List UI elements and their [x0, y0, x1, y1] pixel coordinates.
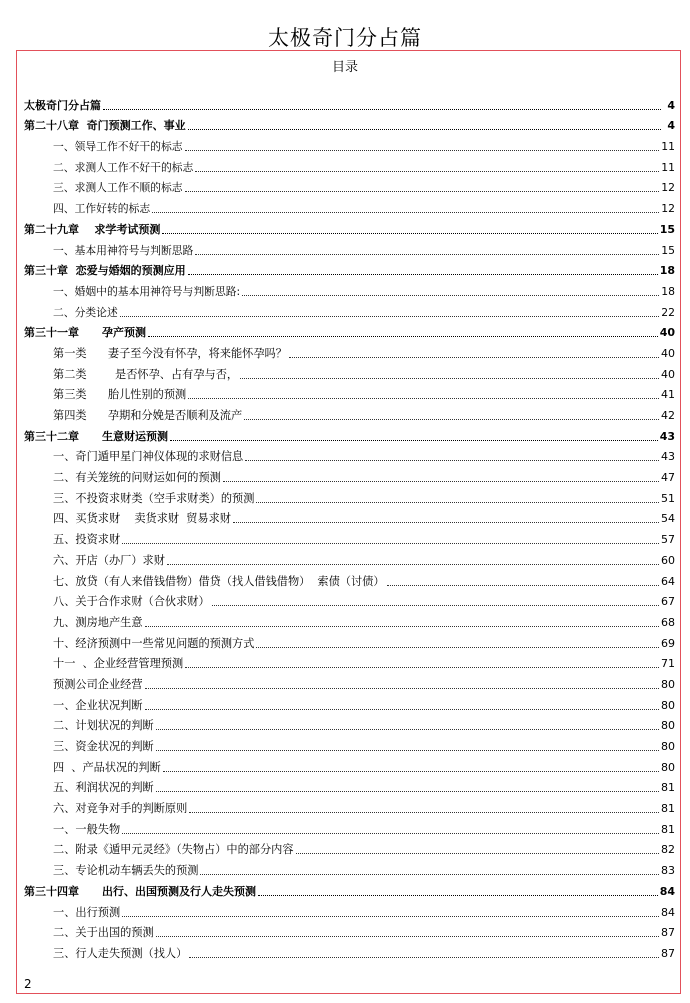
toc-entry-label: 第三十二章 生意财运预测: [24, 429, 168, 443]
toc-leader-dots: [258, 895, 658, 896]
toc-entry-page: 60: [661, 553, 675, 567]
toc-entry[interactable]: [24, 816, 675, 837]
toc-entry-page: 18: [659, 264, 675, 278]
toc-leader-dots: [195, 254, 659, 255]
toc-leader-dots: [200, 874, 659, 875]
toc-entry[interactable]: [24, 630, 675, 651]
toc-leader-dots: [188, 274, 658, 275]
toc-entry-page: 12: [661, 181, 675, 195]
toc-entry-label: 三、求测人工作不顺的标志: [53, 181, 183, 195]
toc-entry[interactable]: [24, 361, 675, 382]
toc-leader-dots: [122, 543, 659, 544]
table-of-contents: [24, 92, 675, 961]
document-title: 太极奇门分占篇: [268, 26, 422, 50]
toc-entry-page: 82: [661, 843, 675, 857]
toc-entry-label: 二、分类论述: [53, 305, 118, 319]
toc-leader-dots: [167, 564, 659, 565]
toc-entry-label: 三、行人走失预测（找人）: [53, 946, 188, 960]
toc-entry[interactable]: [24, 837, 675, 858]
toc-entry-label: 四、工作好转的标志: [53, 202, 151, 216]
toc-leader-dots: [240, 378, 659, 379]
toc-entry[interactable]: [24, 195, 675, 216]
toc-entry-page: 4: [667, 98, 675, 112]
toc-chapter-entry[interactable]: [24, 258, 675, 279]
toc-entry-page: 71: [661, 657, 675, 671]
toc-entry-label: 一、婚姻中的基本用神符号与判断思路:: [53, 284, 241, 298]
toc-entry-label: 一、企业状况判断: [53, 698, 143, 712]
toc-entry-page: 69: [661, 636, 675, 650]
toc-leader-dots: [156, 791, 659, 792]
toc-entry[interactable]: [24, 402, 675, 423]
toc-entry[interactable]: [24, 444, 675, 465]
toc-entry[interactable]: [24, 651, 675, 672]
toc-entry-page: 11: [661, 160, 675, 174]
toc-entry[interactable]: [24, 464, 675, 485]
toc-entry[interactable]: [24, 568, 675, 589]
toc-entry[interactable]: [24, 920, 675, 941]
toc-entry[interactable]: [24, 278, 675, 299]
toc-entry[interactable]: [24, 857, 675, 878]
toc-entry-label: 十一 、企业经营管理预测: [53, 657, 184, 671]
toc-entry-label: 三、资金状况的判断: [53, 740, 154, 753]
toc-leader-dots: [296, 853, 659, 854]
toc-entry-page: 68: [661, 615, 675, 629]
toc-entry-page: 47: [661, 471, 675, 485]
toc-entry-page: 12: [661, 202, 675, 216]
toc-entry-page: 80: [661, 740, 675, 753]
toc-entry[interactable]: [24, 133, 675, 154]
toc-entry-page: 81: [661, 781, 675, 795]
toc-entry-label: 第二类 是否怀孕、占有孕与否，: [53, 367, 239, 381]
toc-entry[interactable]: [24, 775, 675, 796]
toc-entry[interactable]: [24, 175, 675, 196]
toc-entry-page: 4: [667, 119, 675, 133]
toc-entry-page: 84: [659, 884, 675, 898]
toc-entry-page: 57: [661, 533, 675, 547]
toc-entry-label: 二、求测人工作不好干的标志: [53, 160, 194, 174]
toc-leader-dots: [122, 833, 659, 834]
toc-entry-page: 18: [661, 284, 675, 298]
toc-entry[interactable]: [24, 713, 675, 734]
toc-entry-label: 五、投资求财: [53, 533, 121, 547]
toc-leader-dots: [185, 150, 660, 151]
toc-entry-page: 41: [661, 388, 675, 402]
toc-entry-label: 预测公司企业经营: [53, 677, 143, 691]
toc-leader-dots: [163, 771, 659, 772]
toc-entry-label: 二、有关笼统的问财运如何的预测: [53, 471, 221, 485]
toc-entry-label: 二、附录《遁甲元灵经》（失物占）中的部分内容: [53, 843, 294, 857]
toc-entry[interactable]: [24, 154, 675, 175]
toc-entry[interactable]: [24, 382, 675, 403]
toc-entry-page: 80: [661, 760, 675, 774]
toc-entry-label: 二、计划状况的判断: [53, 719, 154, 733]
toc-leader-dots: [156, 936, 659, 937]
toc-entry-label: 八、关于合作求财（合伙求财）: [53, 595, 210, 609]
toc-chapter-entry[interactable]: [24, 216, 675, 237]
toc-leader-dots: [122, 916, 659, 917]
toc-leader-dots: [188, 398, 659, 399]
toc-chapter-entry[interactable]: [24, 878, 675, 899]
toc-entry[interactable]: [24, 671, 675, 692]
toc-leader-dots: [289, 357, 659, 358]
toc-entry-label: 四、买货求财 卖货求财 贸易求财: [53, 512, 231, 526]
toc-entry-page: 64: [661, 574, 675, 588]
toc-entry-page: 81: [661, 802, 675, 816]
toc-chapter-entry[interactable]: [24, 92, 675, 113]
toc-entry-label: 一、基本用神符号与判断思路: [53, 243, 194, 257]
toc-leader-dots: [145, 709, 659, 710]
toc-entry-label: 一、一般失物: [53, 822, 121, 836]
toc-leader-dots: [103, 109, 661, 110]
toc-entry-label: 太极奇门分占篇: [24, 98, 101, 112]
toc-entry-label: 第一类 妻子至今没有怀孕，将来能怀孕吗？: [53, 346, 287, 360]
toc-entry-label: 一、领导工作不好干的标志: [53, 140, 183, 154]
toc-leader-dots: [189, 812, 659, 813]
toc-leader-dots: [170, 440, 658, 441]
toc-leader-dots: [195, 171, 659, 172]
toc-entry-page: 11: [661, 140, 675, 154]
toc-entry-page: 40: [659, 326, 675, 340]
toc-entry[interactable]: [24, 485, 675, 506]
toc-entry[interactable]: [24, 733, 675, 754]
toc-entry[interactable]: [24, 609, 675, 630]
toc-leader-dots: [152, 212, 659, 213]
toc-entry[interactable]: [24, 237, 675, 258]
toc-entry-page: 84: [661, 905, 675, 919]
toc-entry-label: 一、出行预测: [53, 905, 121, 919]
toc-entry-page: 83: [661, 864, 675, 878]
toc-entry-page: 81: [661, 822, 675, 836]
toc-entry-label: 九、测房地产生意: [53, 615, 143, 629]
toc-entry[interactable]: [24, 692, 675, 713]
toc-leader-dots: [145, 688, 659, 689]
toc-leader-dots: [145, 626, 659, 627]
toc-chapter-entry[interactable]: [24, 320, 675, 341]
toc-entry[interactable]: [24, 899, 675, 920]
toc-entry[interactable]: [24, 299, 675, 320]
toc-leader-dots: [162, 233, 657, 234]
toc-entry-label: 一、奇门遁甲星门神仪体现的求财信息: [53, 450, 244, 464]
toc-heading: 目录: [331, 60, 358, 75]
toc-leader-dots: [185, 667, 659, 668]
toc-entry-page: 80: [661, 698, 675, 712]
toc-entry-page: 43: [661, 450, 675, 464]
toc-leader-dots: [188, 129, 661, 130]
toc-entry-label: 五、利润状况的判断: [53, 781, 154, 795]
toc-leader-dots: [242, 295, 659, 296]
toc-entry-label: 第三十章 恋爱与婚姻的预测应用: [24, 264, 186, 278]
toc-entry-page: 40: [661, 367, 675, 381]
page-number: 2: [24, 977, 32, 991]
toc-entry-label: 二、关于出国的预测: [53, 926, 154, 940]
toc-entry[interactable]: [24, 940, 675, 961]
toc-entry-page: 51: [661, 491, 675, 505]
toc-entry-page: 87: [661, 946, 675, 960]
toc-entry-label: 第二十九章 求学考试预测: [24, 222, 161, 236]
toc-leader-dots: [387, 585, 659, 586]
toc-leader-dots: [212, 605, 659, 606]
toc-entry[interactable]: [24, 340, 675, 361]
toc-entry-label: 六、开店（办厂）求财: [53, 553, 165, 567]
toc-leader-dots: [233, 522, 659, 523]
toc-entry-label: 七、放贷（有人来借钱借物）借贷（找人借钱借物） 索债（讨债）: [53, 574, 385, 588]
toc-leader-dots: [189, 957, 659, 958]
toc-entry-page: 43: [659, 429, 675, 443]
toc-entry-page: 15: [661, 243, 675, 257]
toc-entry-label: 第三十一章 孕产预测: [24, 326, 146, 340]
toc-entry-page: 54: [661, 512, 675, 526]
toc-leader-dots: [156, 729, 659, 730]
toc-chapter-entry[interactable]: [24, 113, 675, 134]
toc-chapter-entry[interactable]: [24, 423, 675, 444]
toc-leader-dots: [156, 750, 659, 751]
toc-entry-page: 22: [661, 305, 675, 319]
toc-leader-dots: [185, 191, 660, 192]
toc-entry-label: 六、对竞争对手的判断原则: [53, 802, 188, 816]
toc-entry-label: 三、专论机动车辆丢失的预测: [53, 864, 199, 878]
toc-entry-page: 40: [661, 346, 675, 360]
toc-entry-page: 80: [661, 677, 675, 691]
toc-entry[interactable]: [24, 795, 675, 816]
toc-entry-page: 80: [661, 719, 675, 733]
toc-leader-dots: [120, 316, 659, 317]
toc-leader-dots: [223, 481, 659, 482]
toc-entry-label: 十、经济预测中一些常见问题的预测方式: [53, 636, 255, 650]
toc-leader-dots: [244, 419, 659, 420]
toc-entry-label: 三、不投资求财类（空手求财类）的预测: [53, 491, 255, 505]
toc-entry-label: 四 、产品状况的判断: [53, 760, 161, 774]
toc-entry-label: 第三类 胎儿性别的预测: [53, 388, 187, 402]
toc-leader-dots: [148, 336, 658, 337]
toc-entry-label: 第三十四章 出行、出国预测及行人走失预测: [24, 884, 256, 898]
toc-entry-label: 第四类 孕期和分娩是否顺利及流产: [53, 409, 243, 422]
toc-entry-page: 87: [661, 926, 675, 940]
toc-entry-label: 第二十八章 奇门预测工作、事业: [24, 119, 186, 133]
toc-leader-dots: [256, 647, 659, 648]
toc-entry-page: 42: [661, 409, 675, 422]
toc-leader-dots: [245, 460, 659, 461]
toc-entry-page: 67: [661, 595, 675, 609]
toc-entry[interactable]: [24, 754, 675, 775]
toc-entry[interactable]: [24, 506, 675, 527]
toc-entry[interactable]: [24, 547, 675, 568]
toc-entry[interactable]: [24, 589, 675, 610]
toc-entry[interactable]: [24, 526, 675, 547]
toc-entry-page: 15: [659, 222, 675, 236]
toc-leader-dots: [256, 502, 659, 503]
